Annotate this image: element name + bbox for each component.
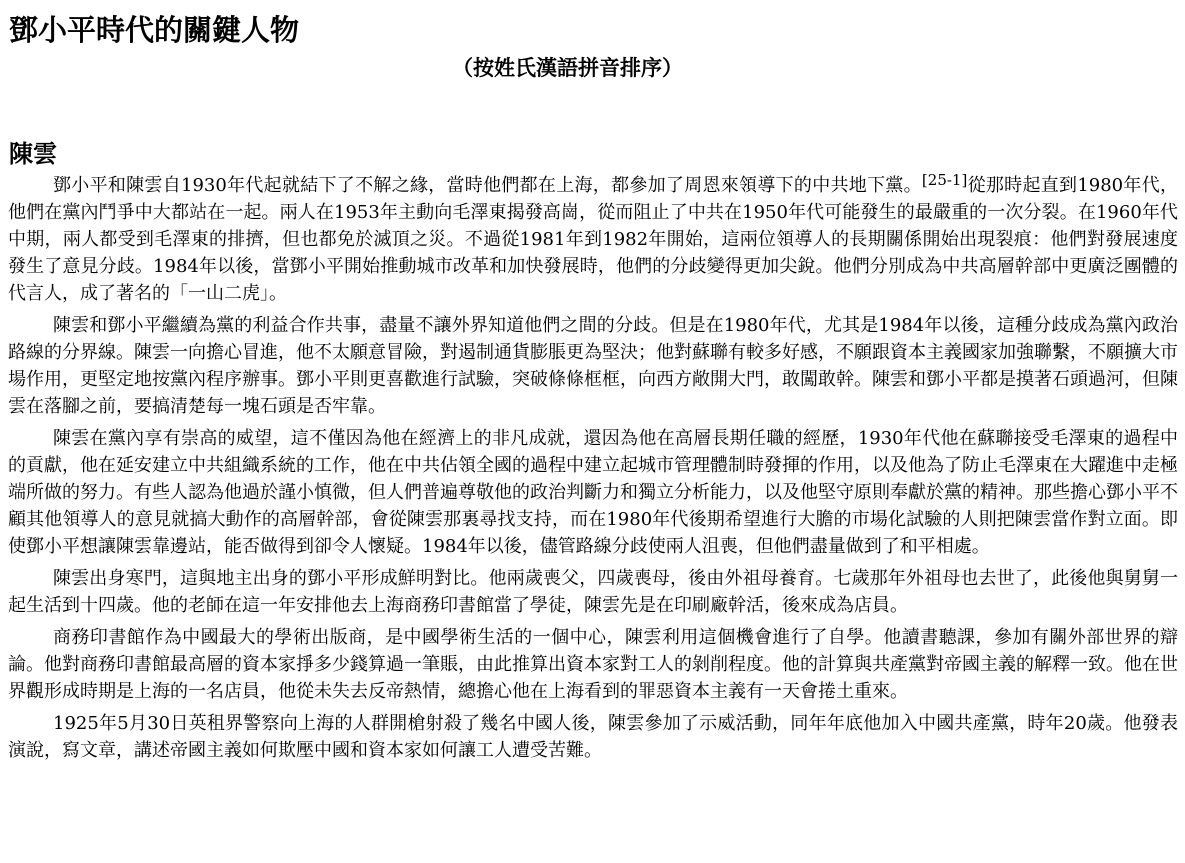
paragraph-3: 陳雲在黨內享有崇高的威望，這不僅因為他在經濟上的非凡成就，還因為他在高層長期任職的經歷，1930年代他在蘇聯接受毛澤東的過程中的貢獻，他在延安建立中共組織系統的工作，他在中共佔領全國的過程中建立起城市管理體制時發揮的作用，以及他為了防止毛澤東在大躍進中走極端所做的努力。有些人認為他過於謹小慎微，但人們普遍尊敬他的政治判斷力和獨立分析能力，以及他堅守原則奉獻於黨的精神。那些擔心鄧小平不顧其他領導人的意見就搞大動作的高層幹部，會從陳雲那裏尋找支持，而在1980年代後期希望進行大膽的市場化試驗的人則把陳雲當作對立面。即使鄧小平想讓陳雲靠邊站，能否做得到卻令人懷疑。1984年以後，儘管路線分歧使兩人沮喪，但他們盡量做到了和平相處。 <box>8 428 1178 557</box>
paragraph-6: 1925年5月30日英租界警察向上海的人群開槍射殺了幾名中國人後，陳雲參加了示威活動，同年年底他加入中國共產黨，時年20歲。他發表演說，寫文章，講述帝國主義如何欺壓中國和資本家如何讓工人遭受苦難。 <box>8 713 1178 761</box>
section-body <box>8 172 1178 769</box>
paragraph-1 <box>8 172 1178 307</box>
footnote-reference[interactable]: [25-1] <box>921 171 968 189</box>
paragraph-5: 商務印書館作為中國最大的學術出版商，是中國學術生活的一個中心，陳雲利用這個機會進行了自學。他讀書聽課，參加有關外部世界的辯論。他對商務印書館最高層的資本家掙多少錢算過一筆賬，由此推算出資本家對工人的剝削程度。他的計算與共產黨對帝國主義的解釋一致。他在世界觀形成時期是上海的一名店員，他從未失去反帝熱情，總擔心他在上海看到的罪惡資本主義有一天會捲土重來。 <box>8 627 1178 702</box>
paragraph-text: 從那時起直到1980年代，他們在黨內鬥爭中大都站在一起。兩人在1953年主動向毛澤東揭發高崗，從而阻止了中共在1950年代可能發生的最嚴重的一次分裂。在1960年代中期，兩人都受到毛澤東的排擠，但也都免於滅頂之災。不過從1981年到1982年開始，這兩位領導人的長期關係開始出現裂痕：他們對發展速度發生了意見分歧。1984年以後，當鄧小平開始推動城市改革和加快發展時，他們的分歧變得更加尖銳。他們分別成為中共高層幹部中更廣泛團體的代言人，成了著名的「一山二虎」。 <box>8 175 1178 304</box>
document-subtitle: （按姓氏漢語拼音排序） <box>452 55 683 80</box>
document-title: 鄧小平時代的關鍵人物 <box>9 13 300 47</box>
paragraph-4: 陳雲出身寒門，這與地主出身的鄧小平形成鮮明對比。他兩歲喪父，四歲喪母，後由外祖母養育。七歲那年外祖母也去世了，此後他與舅舅一起生活到十四歲。他的老師在這一年安排他去上海商務印書館當了學徒，陳雲先是在印刷廠幹活，後來成為店員。 <box>8 568 1178 616</box>
paragraph-2: 陳雲和鄧小平繼續為黨的利益合作共事，盡量不讓外界知道他們之間的分歧。但是在1980年代，尤其是1984年以後，這種分歧成為黨內政治路線的分界線。陳雲一向擔心冒進，他不太願意冒險，對遏制通貨膨脹更為堅決；他對蘇聯有較多好感，不願跟資本主義國家加強聯繫，不願擴大市場作用，更堅定地按黨內程序辦事。鄧小平則更喜歡進行試驗，突破條條框框，向西方敞開大門，敢闖敢幹。陳雲和鄧小平都是摸著石頭過河，但陳雲在落腳之前，要搞清楚每一塊石頭是否牢靠。 <box>8 315 1178 417</box>
section-heading: 陳雲 <box>9 139 57 168</box>
paragraph-text: 鄧小平和陳雲自1930年代起就結下了不解之緣，當時他們都在上海，都參加了周恩來領導下的中共地下黨。 <box>53 175 922 196</box>
